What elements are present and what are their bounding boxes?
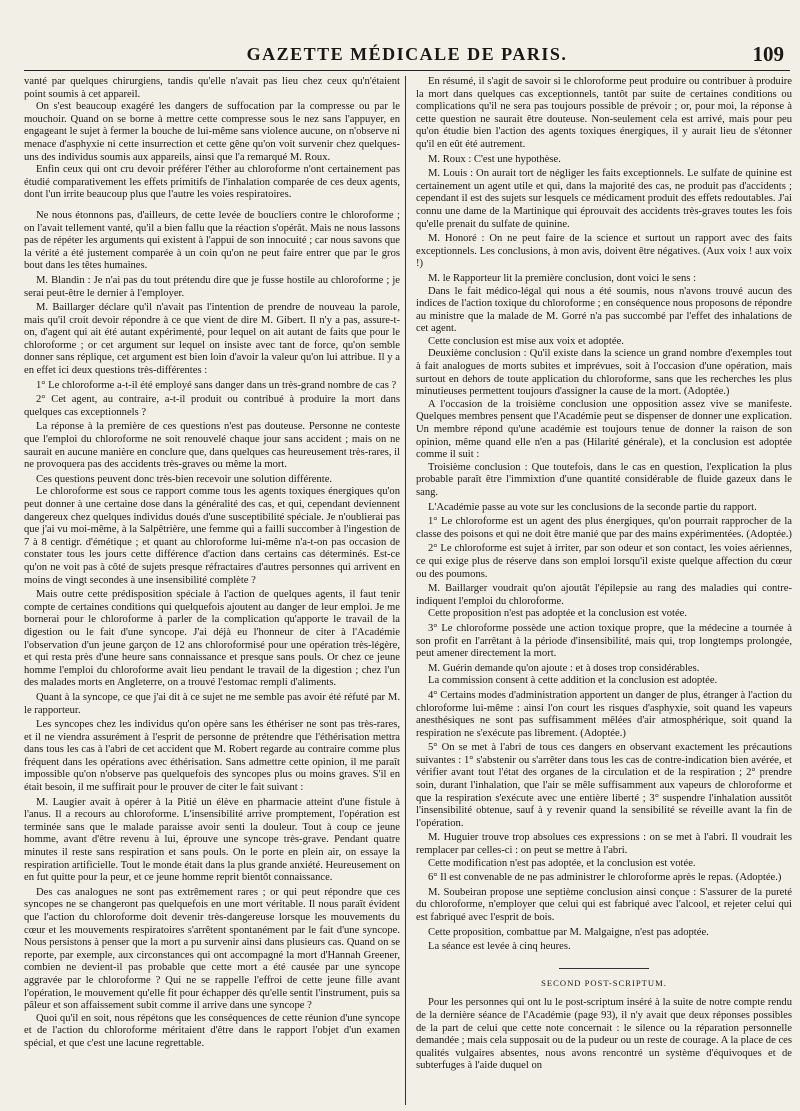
paragraph: Ces questions peuvent donc très-bien recevoir une solution différente. bbox=[36, 473, 333, 485]
paragraph: Le chloroforme est sous ce rapport comme tous les agents toxiques énergiques qu'on peut donner à une certaine dose dans la généralité des cas, et qui, cependant deviennent dangereux chez quelques individus doués d'une susceptibilité spéciale. Je n'oublierai pas que j'ai vu moi-même, à la Salpêtrière, une femme qui a failli succomber à l'ingestion de 7 à 8 centigr. d'émétique ; et quant au chloroforme lui-même n'a-t-on pas occasion de constater tous les jours cette différence d'action dans certains cas déterminés. Est-ce qu'on ne voit pas à côté de sujets presque réfractaires d'autres personnes qui arrivent en moins de vingt secondes à une insensibilité complète ? bbox=[24, 486, 400, 586]
question-item: 2° Cet agent, au contraire, a-t-il produit ou contribué à produire la mort dans quelques cas exceptionnels ? bbox=[24, 394, 400, 418]
speaker-paragraph: M. Roux : C'est une hypothèse. bbox=[428, 153, 561, 165]
paragraph: Cette conclusion est mise aux voix et adoptée. bbox=[428, 335, 624, 347]
paragraph: Quoi qu'il en soit, nous répétons que les conséquences de cette réunion d'une syncope et de l'action du chloroforme méritaient d'être dans le rapport l'objet d'un examen spécial, et que c'est une lacune regrettable. bbox=[24, 1012, 400, 1049]
journal-title: GAZETTE MÉDICALE DE PARIS. bbox=[246, 44, 568, 64]
paragraph: Cette proposition n'est pas adoptée et la conclusion est votée. bbox=[428, 608, 688, 620]
paragraph: Cette modification n'est pas adoptée, et la conclusion est votée. bbox=[428, 857, 696, 869]
conclusion-item: 1° Le chloroforme est un agent des plus énergiques, qu'on pourrait rapprocher de la classe des poisons et qui ne doit être manié que par des mains expérimentées. (Adoptée.) bbox=[416, 516, 792, 540]
speaker-paragraph: M. Soubeiran propose une septième conclusion ainsi conçue : S'assurer de la pureté du chloroforme, n'employer que celui qui est fabriqué avec l'alcool, et rejeter celui qui est fabriqué avec l'esprit de bois. bbox=[416, 886, 792, 923]
page-number: 109 bbox=[752, 42, 784, 66]
conclusion-paragraph: Dans le fait médico-légal qui nous a été soumis, nous n'avons trouvé aucun des indices de l'action toxique du chloroforme ; en conséquence nous proposons de répondre au ministre que la malade de M. Gorré n'a pas succombé par l'effet des inhalations de cet agent. bbox=[416, 285, 792, 335]
paragraph: Quant à la syncope, ce que j'ai dit à ce sujet ne me semble pas avoir été réfuté par M. le rapporteur. bbox=[24, 691, 400, 716]
conclusion-item: 6° Il est convenable de ne pas administrer le chloroforme après le repas. (Adoptée.) bbox=[428, 872, 782, 884]
paragraph: La séance est levée à cinq heures. bbox=[428, 941, 571, 953]
speaker-paragraph: M. Louis : On aurait tort de négliger les faits exceptionnels. Le sulfate de quinine est certainement un agent utile et qui, dans la majorité des cas, ne produit pas d'accidents ; cependant il est des sujets sur lesquels ce médicament produit des effets redoutables. J'ai connu une dame de la Martinique qui éprouvait des accidents très-graves toutes les fois qu'elle prenait du sulfate de quinine. bbox=[416, 168, 792, 230]
paragraph: Cette proposition, combattue par M. Malgaigne, n'est pas adoptée. bbox=[428, 926, 709, 938]
paragraph: Ne nous étonnons pas, d'ailleurs, de cette levée de boucliers contre le chloroforme ; on l'avait tellement vanté, qu'il a bien fallu que la réaction s'opérât. Mais ne nous lassons pas de répéter les arguments qui existent à l'appui de son innocuité ; car nous savons que la vérité a été justement comparée à un coin qu'on ne peut faire entrer que par le gros bout dans les têtes humaines. bbox=[24, 209, 400, 272]
conclusion-paragraph: Deuxième conclusion : Qu'il existe dans la science un grand nombre d'exemples tout à fait analogues de morts subites et imprévues, soit à l'occasion d'une opération, mais surtout en dehors de toute application du chloroforme, sans que les recherches les plus minutieuses permettent toujours d'assigner la cause de la mort. (Adoptée.) bbox=[416, 348, 792, 398]
speaker-paragraph: M. Huguier trouve trop absolues ces expressions : on se met à l'abri. Il voudrait les remplacer par celles-ci : on peut se mettre à l'abri. bbox=[416, 832, 792, 857]
left-column bbox=[24, 76, 400, 1105]
conclusion-paragraph: Troisième conclusion : Que toutefois, dans le cas en question, l'explication la plus probable paraît être l'immixtion d'une quantité considérable de fluide gazeux dans le sang. bbox=[416, 461, 792, 498]
speaker-paragraph: M. Baillarger déclare qu'il n'avait pas l'intention de prendre de nouveau la parole, mais qu'il croit devoir répondre à ce que vient de dire M. Gibert. Il n'y a pas, assure-t-on, d'agent qui ait été autant expérimenté, pour lequel on ait autant de faits que pour le chloroforme ; or cet argument sur lequel on insiste avec tant de force, qu'on semble donner sans réplique, cet argument est bien loin d'avoir la valeur qu'on lui attribue. Il y a en effet ici deux questions très-différentes : bbox=[24, 302, 400, 377]
paragraph: Mais outre cette prédisposition spéciale à l'action de quelques agents, il faut tenir compte de certaines conditions qui quelquefois ajoutent au danger de leur emploi. Je me bornerai pour le chloroforme à parler de la complication qu'apporte le travail de la digestion ou le fait d'une syncope. J'ai déjà eu l'honneur de citer à l'Académie l'observation d'un jeune garçon de 12 ans chloroformisé pour une opération très-légère, et qui resta près d'une heure sans connaissance et presque sans pouls. Or chez ce jeune homme l'emploi du chloroforme avait lieu pendant le travail de la digestion ; chez l'un des malades morts en Angleterre, on a trouvé l'estomac rempli d'aliments. bbox=[24, 589, 400, 689]
conclusion-item: 2° Le chloroforme est sujet à irriter, par son odeur et son contact, les voies aériennes, ce qui exige plus de réserve dans son emploi lorsqu'il existe quelque affection du cœur ou des poumons. bbox=[416, 543, 792, 580]
conclusion-item: 5° On se met à l'abri de tous ces dangers en observant exactement les précautions suivantes : 1° s'abstenir ou s'arrêter dans tous les cas de contre-indication bien avérée, et vérifier avant tout l'état des organes de la circulation et de la respiration ; 2° prendre soin, durant l'inhalation, que l'air se mêle suffisamment aux vapeurs de chloroforme et que la respiration s'exécute avec une entière liberté ; 3° suspendre l'inhalation aussitôt l'insensibilité obtenue, sauf à y revenir quand la sensibilité se réveille avant la fin de l'opération. bbox=[416, 742, 792, 829]
page-header bbox=[24, 40, 790, 71]
speaker-paragraph: M. le Rapporteur lit la première conclusion, dont voici le sens : bbox=[428, 272, 697, 284]
paragraph: M. Laugier avait à opérer à la Pitié un élève en pharmacie atteint d'une fistule à l'anus. Il a recours au chloroforme. L'insensibilité arrive promptement, l'opération est terminée sans que le malade paraisse avoir senti la douleur. Tout à coup ce jeune homme, avant d'être revenu à lui, éprouve une syncope très-grave. Pendant quatre minutes il reste sans respiration et sans pouls. On le porte en plein air, on essaye la respiration artificielle. Tout le monde était dans la plus grande anxiété. Heureusement on en fut quitte pour la peur, et ce jeune homme reprit bientôt connaissance. bbox=[24, 796, 400, 884]
postscript-title: SECOND POST-SCRIPTUM. bbox=[541, 977, 667, 988]
paragraph: En résumé, il s'agit de savoir si le chloroforme peut produire ou contribuer à produire la mort dans quelques cas exceptionnels, tantôt par suite de certaines conditions ou complications qu'il ne sera pas toujours possible de prévoir ; or, pour moi, la réponse à cette question ne saurait être douteuse. Non-seulement cela est arrivé, mais pour peu qu'on étudie bien l'action des agents toxiques énergiques, il y aurait lieu de s'étonner qu'il en eût été autrement. bbox=[416, 76, 792, 150]
speaker-paragraph: M. Guérin demande qu'on ajoute : et à doses trop considérables. bbox=[428, 662, 700, 674]
speaker-paragraph: M. Baillarger voudrait qu'on ajoutât l'épilepsie au rang des maladies qui contre-indiquent l'emploi du chloroforme. bbox=[416, 583, 792, 607]
conclusion-item: 3° Le chloroforme possède une action toxique propre, que la médecine a tournée à son profit en l'arrêtant à la période d'insensibilité, mais qui, trop longtemps prolongée, peut amener directement la mort. bbox=[416, 622, 792, 660]
right-column bbox=[416, 76, 792, 1105]
postscript-paragraph: Pour les personnes qui ont lu le post-scriptum inséré à la suite de notre compte rendu de la dernière séance de l'Académie (page 93), il n'y avait que deux réponses possibles de la part de celui que cette note concernait : le silence ou la réparation personnelle demandée ; mais cela supposait ou de la pudeur ou un reste de courage. A la place de ces qualités vulgaires absentes, nous avons rencontré un système d'équivoques et de subterfuges à l'aide duquel on bbox=[416, 997, 792, 1072]
column-divider bbox=[405, 76, 406, 1105]
paragraph: La réponse à la première de ces questions n'est pas douteuse. Personne ne conteste que l'emploi du chloroforme ne soit renouvelé chaque jour sans accident ; mais on ne saurait en aucune manière en conclure que, dans quelques cas heureusement très-rares, il ne provoquera pas des accidents très-graves ou même la mort. bbox=[24, 421, 400, 471]
paragraph: On s'est beaucoup exagéré les dangers de suffocation par la compresse ou par le mouchoir. Quand on se borne à mettre cette compresse sous le nez sans l'appuyer, en engageant le sujet à fermer la bouche de lui-même sans violence aucune, on n'observe ni menace d'asphyxie ni cette insurrection et cette gêne qu'on voit survenir chez quelques-uns des individus soumis aux appareils, ainsi que l'a remarqué M. Roux. bbox=[24, 101, 400, 163]
section-divider bbox=[559, 968, 649, 969]
paragraph: L'Académie passe au vote sur les conclusions de la seconde partie du rapport. bbox=[428, 501, 757, 513]
paragraph: Enfin ceux qui ont cru devoir préférer l'éther au chloroforme n'ont certainement pas étudié comparativement les effets primitifs de l'inhalation comparée de ces deux agents, dont l'un irrite beaucoup plus que l'autre les voies respiratoires. bbox=[24, 164, 400, 201]
paragraph: La commission consent à cette addition et la conclusion est adoptée. bbox=[428, 675, 718, 687]
question-item: 1° Le chloroforme a-t-il été employé sans danger dans un très-grand nombre de cas ? bbox=[36, 379, 397, 391]
paragraph: A l'occasion de la troisième conclusion une opposition assez vive se manifeste. Quelques membres pensent que l'Académie peut se dispenser de donner une explication. Un membre répond qu'une académie est toujours tenue de donner la raison de son opinion, même quand elle n'en a pas (Hilarité générale), et la conclusion est adoptée comme il suit : bbox=[416, 398, 792, 461]
speaker-paragraph: M. Honoré : On ne peut faire de la science et surtout un rapport avec des faits exceptionnels. Les conclusions, à mon avis, doivent être négatives. (Aux voix ! aux voix !) bbox=[416, 233, 792, 270]
speaker-paragraph: M. Blandin : Je n'ai pas du tout prétendu dire que je fusse hostile au chloroforme ; je serai peut-être le dernier à l'employer. bbox=[24, 274, 400, 299]
paragraph: Les syncopes chez les individus qu'on opère sans les éthériser ne sont pas très-rares, et il ne viendra assurément à l'esprit de personne de prétendre que l'éthérisation mettra dans tous les cas à l'abri de cet accident que M. Robert regarde au contraire comme plus fréquent dans les opérations avec éthérisation. Sans admettre cette opinion, il me paraît impossible qu'on n'observe pas quelquefois des syncopes plus ou moins graves. S'il en était besoin, il me suffirait pour le prouver de citer le fait suivant : bbox=[24, 719, 400, 794]
paragraph: Des cas analogues ne sont pas extrêmement rares ; or qui peut répondre que ces syncopes ne se changeront pas quelquefois en une mort véritable. Il nous paraît évident que l'action du chloroforme doit devenir très-dangereuse lorsque les mouvements du cœur et les mouvements respiratoires s'arrêtent spontanément par le fait d'une syncope. Nous persistons à penser que la mort a pu survenir ainsi dans plusieurs cas. Quand on se reporte, par exemple, aux circonstances qui ont accompagné la mort d'Hannah Greener, combien ne devient-il pas probable que cette mort a été causée par une syncope aggravée par le chloroforme ? Qui ne se rappelle l'effroi de cette jeune fille avant l'opération, le mouvement qu'elle fit pour échapper dès qu'elle sentit l'instrument, puis sa pâleur et son affaissement subit comme il arrive dans une syncope ? bbox=[24, 886, 400, 1012]
paragraph: vanté par quelques chirurgiens, tandis qu'elle n'avait pas lieu chez ceux qu'n'étaient point soumis à cet appareil. bbox=[24, 76, 400, 100]
conclusion-item: 4° Certains modes d'administration apportent un danger de plus, étranger à l'action du chloroforme lui-même : ainsi l'on court les risques d'asphyxie, soit quand les vapeurs anesthésiques ne sont pas suffisamment mêlées d'air atmosphérique, soit quand la respiration ne s'exécute pas librement. (Adoptée.) bbox=[416, 689, 792, 739]
